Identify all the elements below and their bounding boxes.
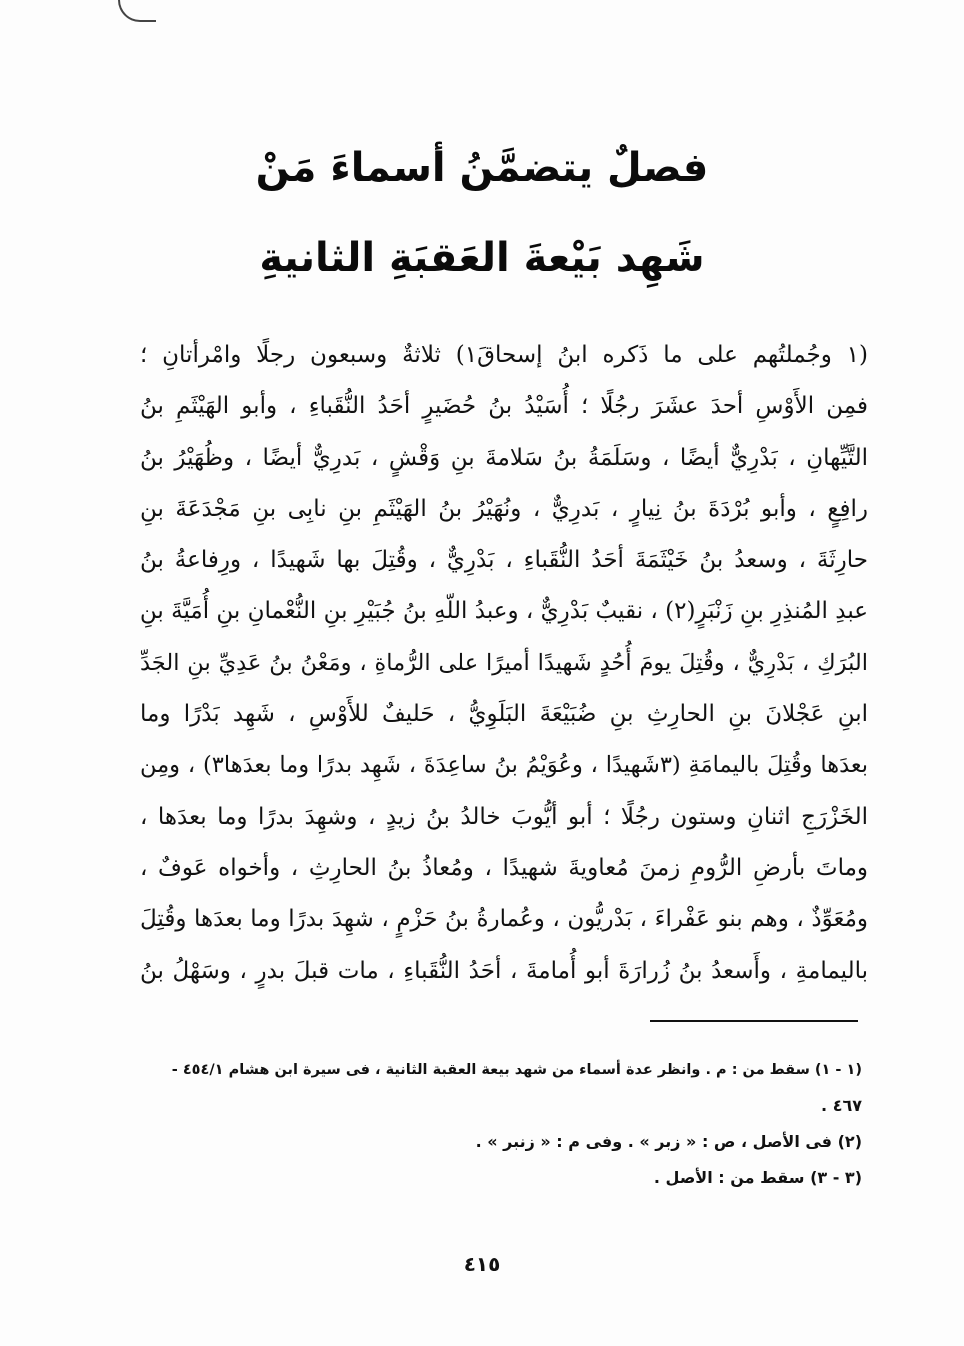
footnote-separator [650,1020,858,1022]
footnote-line: ٤٦٧ . [821,1096,862,1115]
text-line: حارِثَةَ ، وسعدُ بنُ خَيْثَمَةَ أحَدُ النُّقَباءِ ، بَدْرِيٌّ ، وقُتِلَ بها شَهيدًا ، ورِفاعةُ بنُ [140,547,868,574]
footnote-line: (٢) فى الأصل ، ص : « زبر » . وفى م : « زنبر » . [475,1132,862,1151]
chapter-title-line-1: فصلٌ يتضمَّنُ أسماءَ مَنْ [255,145,709,191]
text-line: باليمامةِ ، وأَسعدُ بنُ زُرارَةَ أبو أُمامةَ ، أحَدُ النُّقَباءِ ، مات قبلَ بدرٍ ، وسَهْلُ بنُ [140,957,868,984]
text-line: بعدَها وقُتِلَ باليمامَةِ (٣شَهيدًا ، وعُوَيْمُ بنُ ساعِدَةَ ، شَهِد بدرًا وما بعدَها٣) ، ومِن [140,752,868,779]
main-text-block [140,330,868,997]
chapter-title-line-2: شَهِد بَيْعةَ العَقبَةِ الثانيةِ [259,235,705,281]
text-line: (١ وجُملتُهم على ما ذَكره ابنُ إسحاقَ١) ثلاثةٌ وسبعون رجلًا وامْرأتانِ ؛ [140,342,868,368]
text-line: رافِعٍ ، وأبو بُرْدَةَ بنُ نِيارٍ ، بَدرِيٌّ ، ونُهَيْرُ بنُ الهَيْثَمِ بنِ نابِى بنِ مَجْدَعَةَ بنِ [140,495,868,522]
footnotes-block [150,1052,862,1196]
text-line: وماتَ بأرضِ الرُّومِ زمنَ مُعاويةَ شهيدًا ، ومُعاذُ بنُ الحارِثِ ، وأخواه عَوفٌ ، [140,854,868,881]
text-line: الخَزْرَجِ اثنانِ وستون رجُلًا ؛ أبو أيُّوبَ خالدُ بنُ زيدٍ ، وشهِدَ بدرًا وما بعدَها ، [140,803,868,830]
text-line: فمِن الأَوْسِ أحدَ عشَرَ رجُلًا ؛ أُسَيْدُ بنُ حُضَيرٍ أحَدُ النُّقَباءِ ، وأبو الهَيْثَمِ بنُ [140,393,868,420]
text-line: ومُعَوِّذٌ ، وهم بنو عَفْراءَ ، بَدْريُّون ، وعُمارةُ بنُ حَزْمٍ ، شهِدَ بدرًا وما بعدَها وقُتِلَ [140,906,868,933]
text-line: عبدِ المُنذِرِ بنِ زَنْبَرٍ(٢) ، نقيبٌ بَدْرِيٌّ ، وعبدُ اللّهِ بنُ جُبَيْرِ بنِ النُّعْمانِ بنِ أُمَيَّةَ بنِ [140,598,868,625]
footnote-line: (١ - ١) سقط من : م . وانظر عدة أسماء من شهد بيعة العقبة الثانية ، فى سيرة ابن هشام ٤٥٤/١ - [171,1062,862,1078]
text-line: ابنِ عَجْلانَ بنِ الحارِثِ بنِ ضُبَيْعَةَ البَلَوِيُّ ، حَليفٌ للأَوْسِ ، شَهِد بَدْرًا وما [140,701,868,728]
text-line: التَّيِّهانِ ، بَدْرِيٌّ أيضًا ، وسَلَمَةُ بنُ سَلامةَ بنِ وَقْشٍ ، بَدرِيٌّ أيضًا ، وظُهَيْرُ بنُ [140,444,868,471]
footnote-line: (٣ - ٣) سقط من : الأصل . [653,1168,862,1187]
text-line: البُرَكِ ، بَدْرِيٌّ ، وقُتِلَ يومَ أُحُدٍ شَهيدًا أميرًا على الرُّماةِ ، ومَعْنُ بنُ عَدِيِّ بنِ الجَدِّ [140,649,868,676]
page-number: ٤١٥ [463,1252,501,1276]
corner-scan-mark [118,0,156,22]
